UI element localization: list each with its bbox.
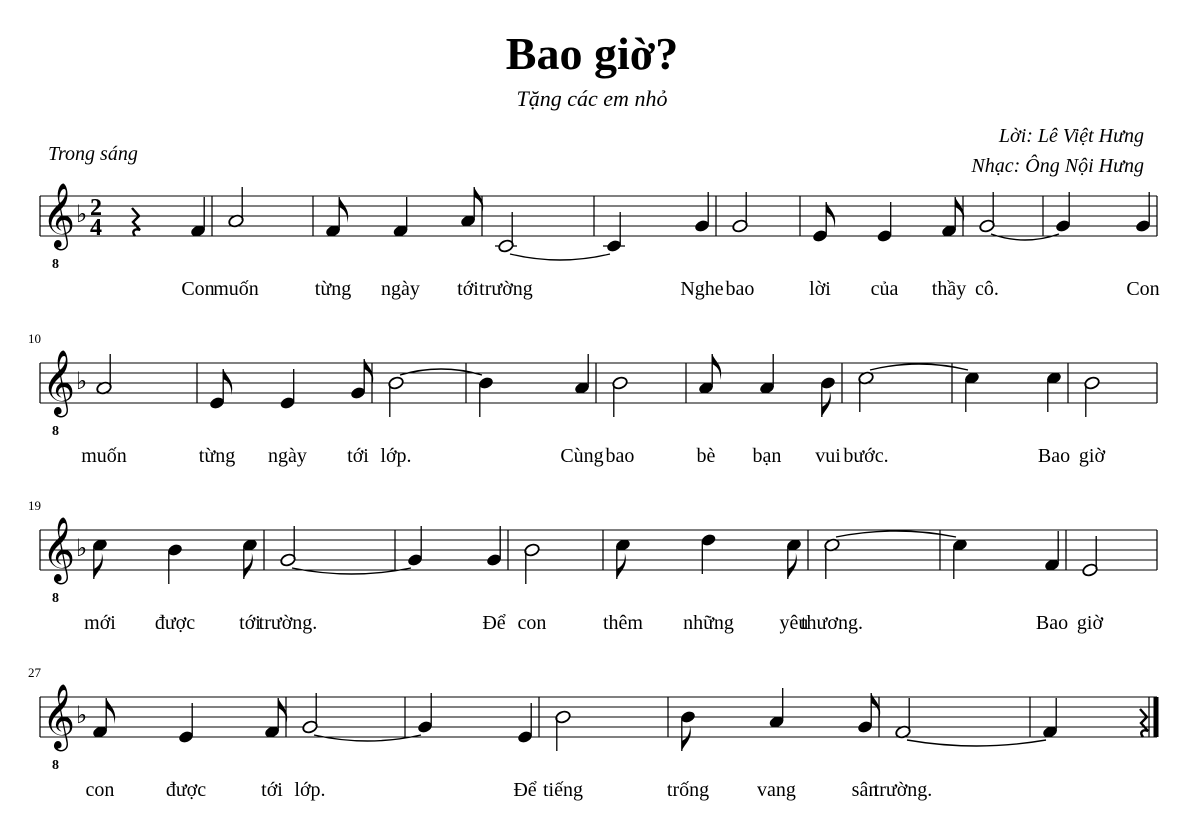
note-c5 — [824, 538, 841, 579]
note-e4 — [812, 202, 836, 243]
note-c5 — [952, 538, 969, 579]
lyric-syllable: tới — [261, 779, 283, 801]
note-bb4 — [524, 543, 541, 584]
lyric-syllable: ngày — [381, 278, 420, 300]
note-g4 — [280, 526, 297, 567]
clef-octave-marker: 8 — [52, 591, 59, 606]
note-c5 — [858, 371, 875, 412]
note-bb4 — [167, 543, 184, 584]
quarter-rest — [132, 208, 140, 236]
note-c5 — [615, 538, 632, 579]
lyric-syllable: tiếng — [543, 779, 583, 801]
lyric-syllable: con — [85, 779, 115, 801]
note-f4 — [325, 197, 349, 238]
clef-octave-marker: 8 — [52, 758, 59, 773]
note-f4 — [1042, 698, 1059, 739]
lyric-syllable: thầy — [931, 278, 967, 300]
lyric-syllable: Để — [482, 612, 506, 634]
note-e4 — [517, 703, 534, 744]
lyric-syllable: Bao — [1035, 612, 1069, 634]
lyric-syllable: cô. — [975, 278, 999, 300]
lyric-syllable: Nghe — [680, 278, 724, 300]
note-c5 — [786, 538, 803, 579]
note-d5 — [700, 533, 717, 574]
note-g4 — [417, 693, 434, 734]
tie — [836, 531, 956, 537]
lyric-syllable: Bao — [1037, 445, 1071, 467]
lyric-syllable: trường. — [258, 612, 318, 634]
note-g4 — [350, 359, 374, 400]
note-c5 — [242, 538, 259, 579]
note-f4 — [1044, 531, 1061, 572]
lyric-syllable: lời — [809, 278, 831, 300]
note-a4 — [759, 354, 776, 395]
note-f4 — [190, 197, 207, 238]
clef-octave-marker: 8 — [52, 257, 59, 272]
note-e4 — [279, 369, 296, 410]
note-bb4 — [820, 376, 837, 417]
note-f4 — [941, 197, 965, 238]
note-a4 — [460, 187, 484, 228]
note-g4 — [1135, 192, 1152, 233]
note-bb4 — [612, 376, 629, 417]
lyric-syllable: được — [165, 779, 207, 801]
tie — [400, 369, 482, 375]
lyric-syllable: trường — [479, 278, 533, 300]
flat-key-signature-icon: ♭ — [76, 701, 88, 729]
note-bb4 — [680, 710, 697, 751]
quarter-rest — [1140, 709, 1148, 737]
note-f4 — [92, 698, 116, 739]
measure-number: 19 — [28, 498, 41, 513]
note-a4 — [698, 354, 722, 395]
song-title: Bao giờ? — [505, 28, 679, 79]
note-f4 — [895, 698, 912, 739]
note-c4 — [603, 212, 625, 253]
staff-system — [28, 498, 1157, 634]
lyric-syllable: được — [154, 612, 196, 634]
lyric-syllable: con — [517, 612, 547, 634]
lyric-syllable: thương. — [801, 612, 863, 634]
lyric-syllable: Con — [181, 278, 215, 300]
lyric-syllable: những — [683, 612, 734, 634]
measure-number: 27 — [28, 665, 41, 680]
staff-system — [40, 183, 1160, 300]
note-f4 — [392, 197, 409, 238]
note-c5 — [1046, 371, 1063, 412]
lyric-syllable: bè — [696, 445, 716, 467]
tie — [510, 254, 610, 260]
lyric-syllable: muốn — [81, 445, 127, 467]
note-bb4 — [555, 710, 572, 751]
clef-octave-marker: 8 — [52, 424, 59, 439]
lyric-syllable: bước. — [843, 445, 889, 467]
note-c4 — [495, 212, 517, 253]
treble-clef-icon: 𝄞 — [42, 684, 76, 749]
lyric-syllable: từng — [198, 445, 236, 467]
note-c5 — [92, 538, 109, 579]
note-g4 — [979, 192, 996, 233]
lyric-syllable: yêu — [779, 612, 809, 634]
lyric-syllable: trường. — [873, 779, 933, 801]
lyric-syllable: tới — [239, 612, 261, 634]
lyric-syllable: ngày — [268, 445, 307, 467]
lyric-syllable: Để — [513, 779, 537, 801]
lyric-syllable: của — [870, 278, 899, 300]
song-subtitle: Tặng các em nhỏ — [516, 86, 668, 111]
lyric-syllable: Cùng — [560, 445, 604, 467]
note-e4 — [1082, 536, 1099, 577]
lyric-syllable: bao — [605, 445, 635, 467]
lyric-syllable: trống — [666, 779, 710, 801]
note-e4 — [209, 369, 233, 410]
tie — [907, 740, 1046, 746]
lyric-syllable: vang — [757, 779, 796, 801]
lyric-syllable: mới — [84, 612, 116, 634]
lyric-syllable: tới — [457, 278, 479, 300]
staff-system — [28, 331, 1157, 467]
tie — [991, 234, 1059, 240]
lyric-syllable: muốn — [213, 278, 259, 300]
note-bb4 — [388, 376, 405, 417]
music-credit: Nhạc: Ông Nội Hưng — [971, 155, 1144, 177]
tempo-marking: Trong sáng — [48, 143, 138, 165]
note-g4 — [486, 526, 503, 567]
note-bb4 — [478, 376, 495, 417]
note-g4 — [1055, 192, 1072, 233]
lyric-syllable: giờ — [1076, 612, 1104, 634]
note-e4 — [178, 703, 195, 744]
tie — [292, 568, 411, 574]
time-signature-bottom: 4 — [90, 215, 102, 241]
note-a4 — [228, 187, 245, 228]
lyric-syllable: bao — [725, 278, 755, 300]
lyric-syllable: bạn — [752, 445, 782, 467]
lyric-syllable: sân — [851, 779, 879, 801]
lyric-syllable: lớp. — [380, 445, 412, 467]
note-g4 — [302, 693, 319, 734]
flat-key-signature-icon: ♭ — [76, 200, 88, 228]
lyric-syllable: lớp. — [294, 779, 326, 801]
treble-clef-icon: 𝄞 — [42, 183, 76, 248]
treble-clef-icon: 𝄞 — [42, 350, 76, 415]
tie — [870, 364, 968, 370]
note-f4 — [264, 698, 288, 739]
note-g4 — [732, 192, 749, 233]
lyric-syllable: từng — [314, 278, 352, 300]
note-bb4 — [1084, 376, 1101, 417]
note-g4 — [694, 192, 711, 233]
note-g4 — [407, 526, 424, 567]
flat-key-signature-icon: ♭ — [76, 534, 88, 562]
measure-number: 10 — [28, 331, 41, 346]
time-signature-top: 2 — [90, 195, 102, 221]
lyrics-credit: Lời: Lê Việt Hưng — [998, 125, 1144, 147]
lyric-syllable: vui — [815, 445, 841, 467]
lyric-syllable: thêm — [603, 612, 643, 634]
note-g4 — [857, 693, 881, 734]
note-e4 — [876, 202, 893, 243]
note-a4 — [96, 354, 113, 395]
lyric-syllable: giờ — [1078, 445, 1106, 467]
note-a4 — [574, 354, 591, 395]
lyric-syllable: tới — [347, 445, 369, 467]
flat-key-signature-icon: ♭ — [76, 367, 88, 395]
note-a4 — [768, 688, 785, 729]
note-c5 — [964, 371, 981, 412]
lyric-syllable: Con — [1126, 278, 1160, 300]
staff-system — [28, 665, 1157, 801]
treble-clef-icon: 𝄞 — [42, 517, 76, 582]
